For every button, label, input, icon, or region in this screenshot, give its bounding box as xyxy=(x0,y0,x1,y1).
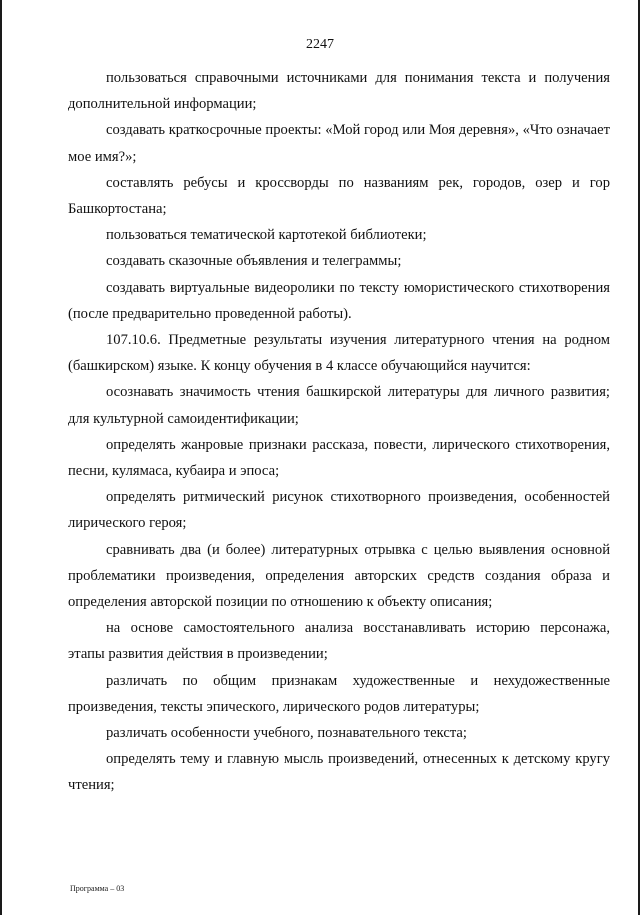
paragraph: создавать краткосрочные проекты: «Мой город или Моя деревня», «Что означает мое имя?»; xyxy=(68,122,610,165)
scan-edge-left xyxy=(0,0,2,915)
paragraph: определять жанровые признаки рассказа, повести, лирического стихотворения, песни, кулямаса, кубаира и эпоса; xyxy=(68,436,610,480)
footer-program-label: Программа – 03 xyxy=(70,884,125,893)
section-heading-paragraph: 107.10.6. Предметные результаты изучения литературного чтения на родном (башкирском) языке. К концу обучения в 4 классе обучающийся научится: xyxy=(68,332,610,375)
paragraph: различать особенности учебного, познавательного текста; xyxy=(106,725,467,742)
paragraph: определять тему и главную мысль произведений, отнесенных к детскому кругу чтения; xyxy=(68,751,610,794)
paragraph: осознавать значимость чтения башкирской литературы для личного развития; для культурной самоидентификации; xyxy=(68,384,610,427)
paragraph: определять ритмический рисунок стихотворного произведения, особенностей лирического героя; xyxy=(68,489,610,532)
page-number: 2247 xyxy=(306,37,334,52)
paragraph: пользоваться справочными источниками для понимания текста и получения дополнительной информации; xyxy=(68,70,610,113)
paragraph: составлять ребусы и кроссворды по названиям рек, городов, озер и гор Башкортостана; xyxy=(68,174,610,218)
paragraph: сравнивать два (и более) литературных отрывка с целью выявления основной проблематики произведения, определения авторских средств создания образа и определения авторской позиции по отношению к объекту описания; xyxy=(68,541,610,611)
paragraph: на основе самостоятельного анализа восстанавливать историю персонажа, этапы развития действия в произведении; xyxy=(68,620,610,663)
paragraph: пользоваться тематической картотекой библиотеки; xyxy=(106,227,427,244)
paragraph: различать по общим признакам художественные и нехудожественные произведения, тексты эпического, лирического родов литературы; xyxy=(68,672,610,715)
paragraph: создавать сказочные объявления и телеграммы; xyxy=(106,253,402,270)
document-body xyxy=(68,65,610,799)
paragraph: создавать виртуальные видеоролики по тексту юмористического стихотворения (после предварительно проведенной работы). xyxy=(68,279,610,322)
